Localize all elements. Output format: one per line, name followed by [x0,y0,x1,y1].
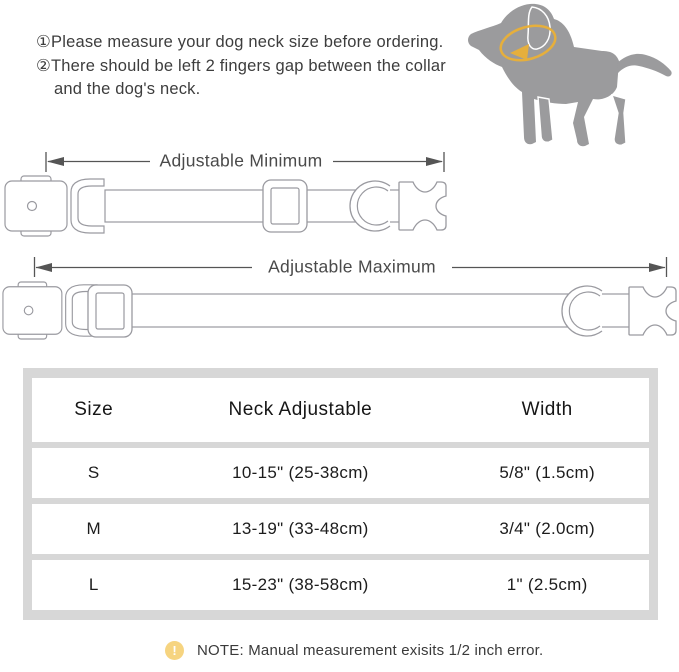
adjustable-minimum-label: Adjustable Minimum [159,150,323,171]
note-text: NOTE: Manual measurement exisits 1/2 inch error. [197,642,544,659]
cell-width: 3/4" (2.0cm) [499,519,595,538]
table-row-s [32,448,649,498]
cell-size: L [88,575,99,594]
column-header-size: Size [74,399,114,420]
cell-size: M [86,519,101,538]
cell-neck: 10-15" (25-38cm) [232,463,369,482]
dog-far-front-leg [538,97,553,142]
exclamation-icon: ! [165,641,184,660]
table-row-l [32,560,649,610]
collar-maximum-diagram [3,282,676,339]
column-header-width: Width [521,399,573,420]
cell-width: 5/8" (1.5cm) [499,463,595,482]
cell-width: 1" (2.5cm) [506,575,588,594]
dog-eye [493,13,500,19]
collar-minimum-diagram [5,176,446,236]
cell-neck: 13-19" (33-48cm) [232,519,369,538]
size-table [23,368,658,620]
table-row-m [32,504,649,554]
dog-tail [617,54,672,77]
cell-neck: 15-23" (38-58cm) [232,575,369,594]
cell-size: S [87,463,100,482]
column-header-neck-adjustable: Neck Adjustable [228,399,373,420]
dog-silhouette-illustration [468,4,672,146]
adjustable-maximum-label: Adjustable Maximum [268,256,436,277]
size-table-header-row [32,378,649,442]
instruction-line-2: ②There should be left 2 fingers gap between the collar and the dog's neck. [36,56,446,98]
instruction-line-1: ①Please measure your dog neck size before ordering. [36,33,444,51]
dog-far-hind-leg [612,95,626,145]
